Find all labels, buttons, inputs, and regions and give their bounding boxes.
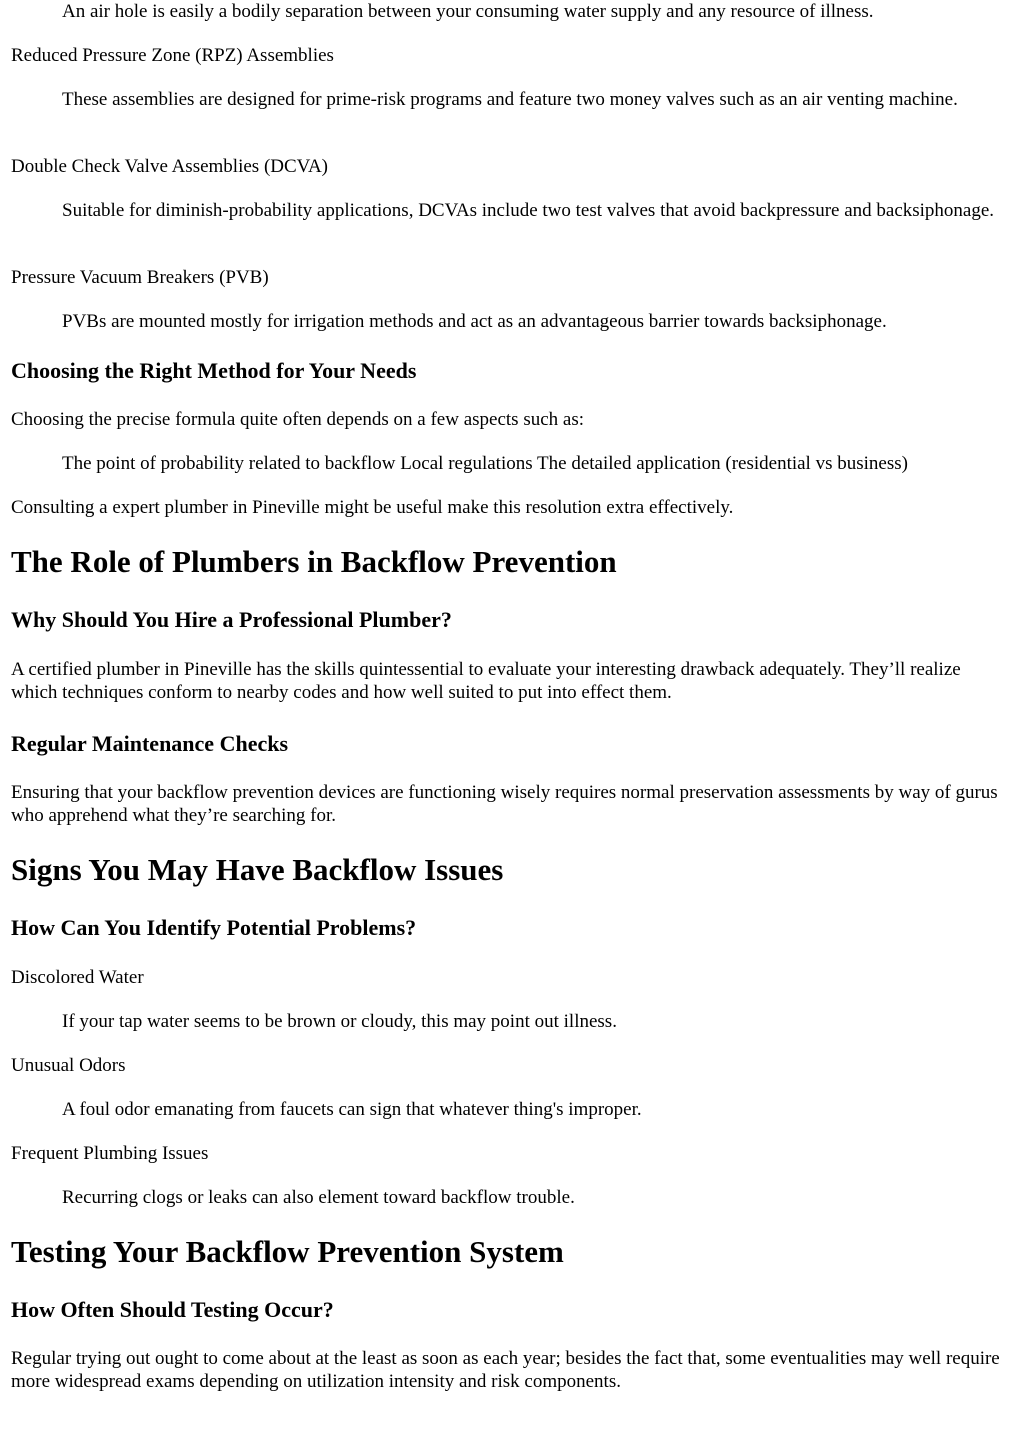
dcva-term: Double Check Valve Assemblies (DCVA) (11, 156, 328, 177)
testing-often-text: Regular trying out ought to come about at the least as soon as each year; besides the fact that, some eventualities may well require more widespread exams depending on utilization intensity and risk components. (11, 1348, 1000, 1392)
maintenance-heading: Regular Maintenance Checks (11, 731, 289, 756)
discolored-term: Discolored Water (11, 967, 144, 988)
signs-heading: Signs You May Have Backflow Issues (11, 852, 504, 887)
testing-often-heading: How Often Should Testing Occur? (11, 1297, 334, 1322)
identify-heading: How Can You Identify Potential Problems? (11, 915, 417, 940)
odors-description: A foul odor emanating from faucets can sign that whatever thing's improper. (62, 1099, 642, 1120)
discolored-description: If your tap water seems to be brown or cloudy, this may point out illness. (62, 1011, 617, 1032)
pvb-term: Pressure Vacuum Breakers (PVB) (11, 267, 269, 288)
plumbers-heading: The Role of Plumbers in Backflow Prevention (11, 544, 617, 579)
air-gap-description: An air hole is easily a bodily separation between your consuming water supply and any resource of illness. (62, 1, 874, 22)
choosing-heading: Choosing the Right Method for Your Needs (11, 358, 417, 383)
choosing-outro: Consulting a expert plumber in Pineville might be useful make this resolution extra effectively. (11, 497, 734, 518)
pvb-description: PVBs are mounted mostly for irrigation methods and act as an advantageous barrier towards backsiphonage. (62, 311, 887, 332)
rpz-term: Reduced Pressure Zone (RPZ) Assemblies (11, 45, 334, 66)
testing-heading: Testing Your Backflow Prevention System (11, 1234, 564, 1269)
odors-term: Unusual Odors (11, 1055, 126, 1076)
frequent-description: Recurring clogs or leaks can also element toward backflow trouble. (62, 1187, 575, 1208)
frequent-term: Frequent Plumbing Issues (11, 1143, 209, 1164)
hire-text: A certified plumber in Pineville has the skills quintessential to evaluate your interesting drawback adequately. They’ll realize which techniques conform to nearby codes and how well suited to put into effect them. (11, 659, 961, 703)
dcva-description: Suitable for diminish-probability applications, DCVAs include two test valves that avoid backpressure and backsiphonage. (62, 200, 995, 221)
choosing-factors: The point of probability related to backflow Local regulations The detailed application (residential vs business) (62, 453, 908, 474)
maintenance-text: Ensuring that your backflow prevention devices are functioning wisely requires normal preservation assessments by way of gurus who apprehend what they’re searching for. (11, 782, 998, 826)
choosing-intro: Choosing the precise formula quite often depends on a few aspects such as: (11, 409, 585, 430)
hire-heading: Why Should You Hire a Professional Plumber? (11, 607, 452, 632)
rpz-description: These assemblies are designed for prime-risk programs and feature two money valves such as an air venting machine. (62, 89, 958, 110)
